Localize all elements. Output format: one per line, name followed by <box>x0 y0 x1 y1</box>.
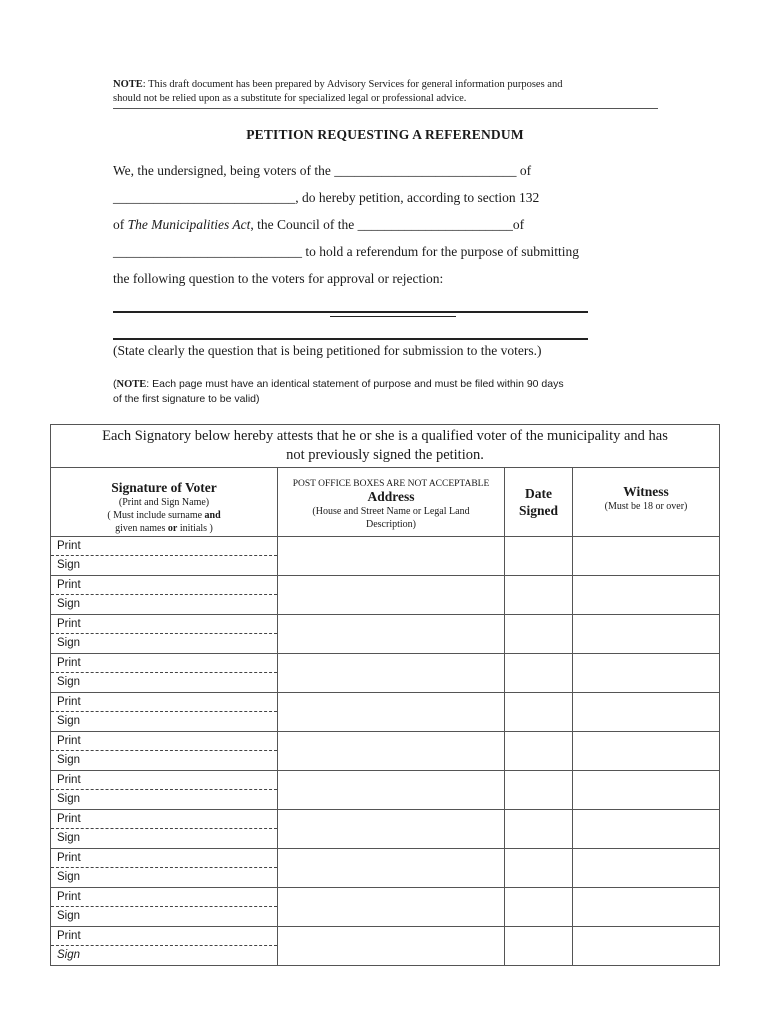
signature-cell[interactable] <box>51 927 278 966</box>
date-header-2: Signed <box>518 503 559 518</box>
signature-header: Signature of Voter <box>111 480 217 495</box>
address-sub-2: Description) <box>366 519 416 530</box>
address-cell[interactable] <box>278 771 505 810</box>
date-cell[interactable] <box>505 927 573 966</box>
print-label: Print <box>51 537 277 556</box>
date-cell[interactable] <box>505 537 573 576</box>
print-label: Print <box>51 849 277 868</box>
witness-cell[interactable] <box>573 615 720 654</box>
address-cell[interactable] <box>278 537 505 576</box>
table-row <box>51 576 720 615</box>
filing-note-line-1 <box>113 377 693 392</box>
sign-label: Sign <box>57 676 81 688</box>
filing-note-text-1: : Each page must have an identical statement of purpose and must be filed within 90 days <box>146 378 564 390</box>
witness-cell[interactable] <box>573 693 720 732</box>
date-cell[interactable] <box>505 771 573 810</box>
print-label: Print <box>51 771 277 790</box>
witness-cell[interactable] <box>573 654 720 693</box>
address-cell[interactable] <box>278 615 505 654</box>
header-row <box>51 468 720 537</box>
signature-cell[interactable] <box>51 849 278 888</box>
print-label: Print <box>51 654 277 673</box>
signature-cell[interactable] <box>51 810 278 849</box>
signature-sub-2 <box>51 509 277 522</box>
signature-sub-2-pre: ( Must include surname <box>107 510 205 521</box>
print-label: Print <box>51 927 277 946</box>
petition-line-4: ____________________________ to hold a referendum for the purpose of submitting <box>113 244 580 259</box>
signature-sub-3 <box>51 522 277 535</box>
address-sub-1: (House and Street Name or Legal Land <box>312 506 470 517</box>
petition-line-1: We, the undersigned, being voters of the ___________________________ of <box>113 163 532 178</box>
disclaimer-line-1 <box>113 78 658 92</box>
address-cell[interactable] <box>278 849 505 888</box>
print-label: Print <box>51 693 277 712</box>
question-line-2[interactable] <box>113 338 588 340</box>
signature-table <box>50 424 720 966</box>
document-title: PETITION REQUESTING A REFERENDUM <box>246 127 524 142</box>
signature-sub-2-and: and <box>204 510 221 521</box>
filing-note-paren: ( <box>113 378 117 390</box>
sign-label: Sign <box>57 832 81 844</box>
sign-label: Sign <box>57 637 81 649</box>
print-label: Print <box>51 732 277 751</box>
attestation-cell <box>51 425 720 468</box>
witness-cell[interactable] <box>573 537 720 576</box>
address-cell[interactable] <box>278 888 505 927</box>
signature-cell[interactable] <box>51 615 278 654</box>
filing-note <box>113 377 693 406</box>
sign-label: Sign <box>57 910 81 922</box>
table-row <box>51 615 720 654</box>
address-cell[interactable] <box>278 810 505 849</box>
date-cell[interactable] <box>505 615 573 654</box>
witness-cell[interactable] <box>573 888 720 927</box>
address-header: Address <box>367 489 415 504</box>
state-instruction: (State clearly the question that is being petitioned for submission to the voters.) <box>113 343 542 358</box>
sign-label: Sign <box>57 715 81 727</box>
petition-line-3 <box>113 217 524 233</box>
petition-line-3-post: , the Council of the _______________________of <box>250 217 525 232</box>
question-line-1[interactable] <box>113 311 588 313</box>
witness-header-cell <box>573 468 720 537</box>
signature-sub-3-or: or <box>167 523 178 534</box>
sign-label: Sign <box>57 598 81 610</box>
table-row <box>51 888 720 927</box>
disclaimer-line-2: should not be relied upon as a substitute for specialized legal or professional advice. <box>113 93 467 104</box>
witness-header: Witness <box>623 484 669 499</box>
attestation-line-1: Each Signatory below hereby attests that he or she is a qualified voter of the municipality and has <box>102 428 668 444</box>
address-cell[interactable] <box>278 576 505 615</box>
address-header-cell <box>278 468 505 537</box>
signature-cell[interactable] <box>51 693 278 732</box>
date-header-cell <box>505 468 573 537</box>
attestation-row <box>51 425 720 468</box>
print-label: Print <box>51 576 277 595</box>
table-row <box>51 849 720 888</box>
sign-label: Sign <box>57 559 81 571</box>
table-row <box>51 771 720 810</box>
signature-sub-3-post: initials ) <box>177 523 213 534</box>
petition-line-3-pre: of <box>113 217 128 232</box>
signature-sub-1: (Print and Sign Name) <box>118 497 210 508</box>
witness-cell[interactable] <box>573 849 720 888</box>
signature-header-cell <box>51 468 278 537</box>
filing-note-line-2: of the first signature to be valid) <box>113 393 260 405</box>
date-cell[interactable] <box>505 654 573 693</box>
print-label: Print <box>51 888 277 907</box>
filing-note-label: NOTE <box>116 379 147 390</box>
table-row <box>51 927 720 966</box>
signature-cell[interactable] <box>51 732 278 771</box>
act-name: The Municipalities Act <box>127 217 251 232</box>
witness-sub: (Must be 18 or over) <box>604 501 688 512</box>
date-cell[interactable] <box>505 732 573 771</box>
address-cell[interactable] <box>278 927 505 966</box>
signature-sub-3-pre: given names <box>115 523 168 534</box>
disclaimer-note <box>113 78 658 109</box>
sign-label: Sign <box>57 949 81 961</box>
print-label: Print <box>51 615 277 634</box>
sign-label: Sign <box>57 793 81 805</box>
table-row <box>51 654 720 693</box>
attestation-line-2: not previously signed the petition. <box>286 447 484 463</box>
petition-line-2: ___________________________, do hereby petition, according to section 132 <box>113 190 540 205</box>
date-cell[interactable] <box>505 576 573 615</box>
sign-label: Sign <box>57 754 81 766</box>
sign-label: Sign <box>57 871 81 883</box>
question-line-1-overlay <box>330 316 456 317</box>
disclaimer-text-1: : This draft document has been prepared by Advisory Services for general information purposes and <box>142 79 563 90</box>
witness-cell[interactable] <box>573 810 720 849</box>
date-cell[interactable] <box>505 888 573 927</box>
date-cell[interactable] <box>505 693 573 732</box>
witness-cell[interactable] <box>573 927 720 966</box>
signature-cell[interactable] <box>51 771 278 810</box>
table-row <box>51 537 720 576</box>
signature-cell[interactable] <box>51 654 278 693</box>
witness-cell[interactable] <box>573 771 720 810</box>
witness-cell[interactable] <box>573 576 720 615</box>
signature-cell[interactable] <box>51 888 278 927</box>
address-cell[interactable] <box>278 693 505 732</box>
address-cell[interactable] <box>278 732 505 771</box>
petition-line-5: the following question to the voters for approval or rejection: <box>113 271 444 286</box>
table-row <box>51 732 720 771</box>
date-cell[interactable] <box>505 810 573 849</box>
table-row <box>51 693 720 732</box>
signature-cell[interactable] <box>51 576 278 615</box>
address-cell[interactable] <box>278 654 505 693</box>
print-label: Print <box>51 810 277 829</box>
disclaimer-label: NOTE <box>113 79 143 90</box>
signature-cell[interactable] <box>51 537 278 576</box>
po-box-note: POST OFFICE BOXES ARE NOT ACCEPTABLE <box>292 479 490 489</box>
date-cell[interactable] <box>505 849 573 888</box>
witness-cell[interactable] <box>573 732 720 771</box>
date-header-1: Date <box>525 486 552 501</box>
table-row <box>51 810 720 849</box>
